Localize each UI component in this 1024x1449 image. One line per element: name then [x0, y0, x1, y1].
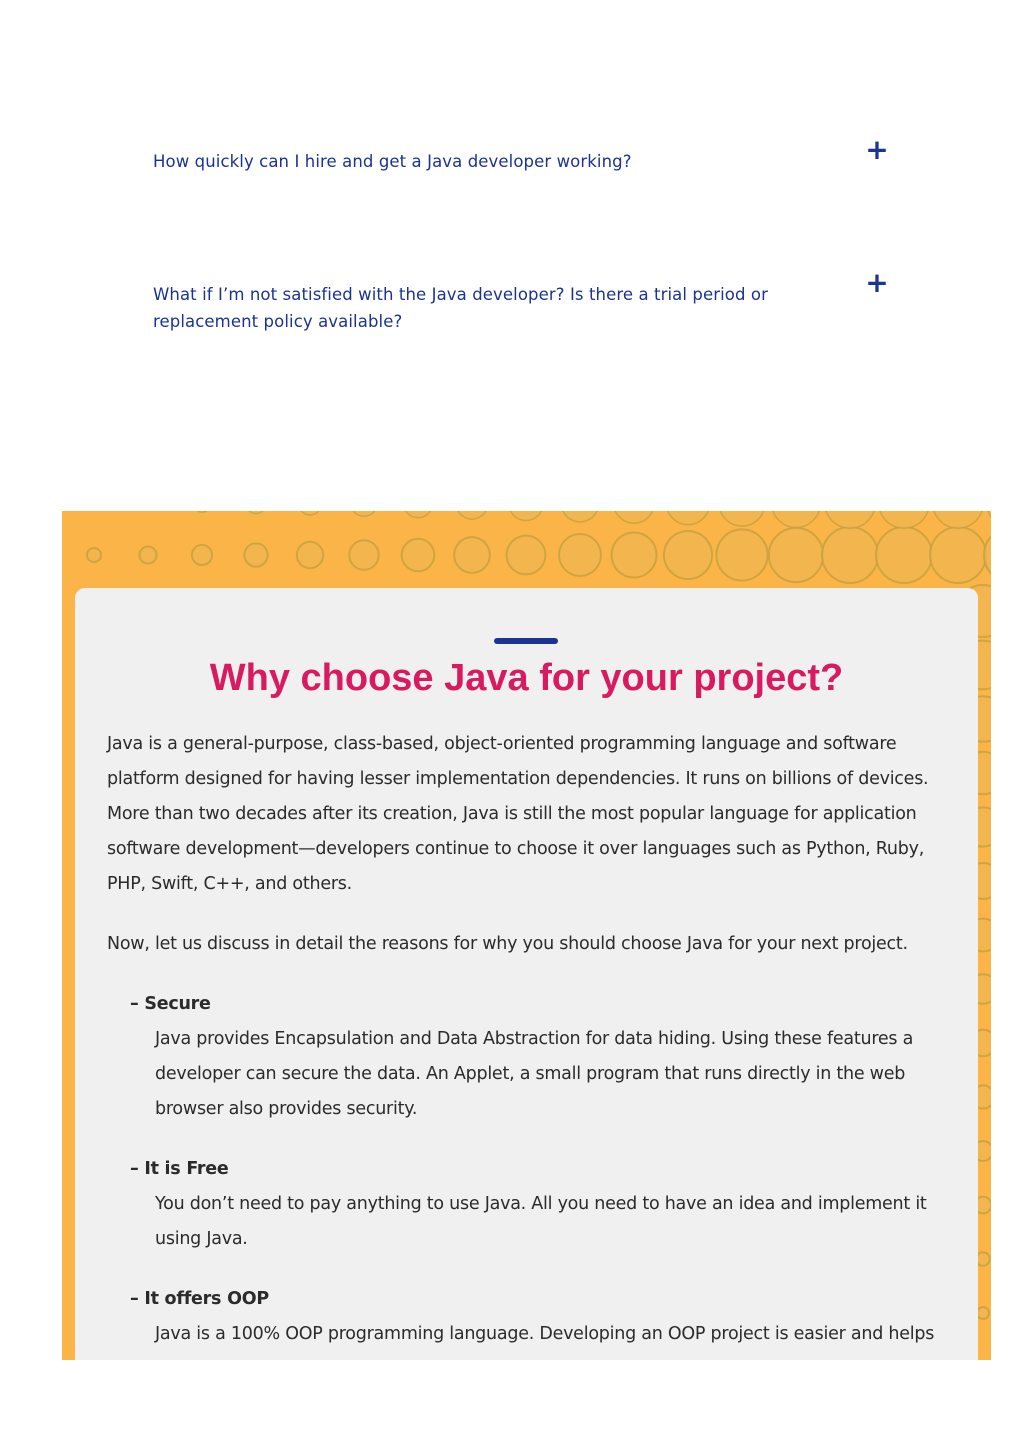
faq-question[interactable]: How quickly can I hire and get a Java developer working? — [153, 152, 632, 171]
reason-title: – Secure — [130, 994, 211, 1014]
faq-question[interactable]: What if I’m not satisfied with the Java developer? Is there a trial period or replacement policy available? — [153, 285, 768, 331]
reason-title: – It offers OOP — [130, 1289, 269, 1309]
reason-description: Java is a 100% OOP programming language. Developing an OOP project is easier and helps — [155, 1324, 935, 1344]
reason-item — [107, 1282, 947, 1352]
plus-icon[interactable]: + — [865, 133, 889, 166]
reason-item — [107, 1152, 947, 1257]
intro-paragraph: Java is a general-purpose, class-based, object-oriented programming language and software platform designed for having lesser implementation dependencies. It runs on billions of devices. More than two decades after its creation, Java is still the most popular language for application software development—developers continue to choose it over languages such as Python, Ruby, PHP, Swift, C++, and others. — [107, 734, 929, 894]
section-title: Why choose Java for your project? — [209, 657, 844, 699]
section-body — [107, 727, 947, 1360]
lead-paragraph: Now, let us discuss in detail the reasons for why you should choose Java for your next project. — [107, 934, 908, 954]
reason-title: – It is Free — [130, 1159, 229, 1179]
plus-icon[interactable]: + — [865, 266, 889, 299]
reason-description: Java provides Encapsulation and Data Abstraction for data hiding. Using these features a developer can secure the data. An Applet, a small program that runs directly in the web browser also provides security. — [155, 1029, 914, 1119]
title-accent-bar — [494, 638, 558, 644]
why-java-section — [62, 511, 991, 1360]
reason-description: You don’t need to pay anything to use Java. All you need to have an idea and implement it using Java. — [155, 1194, 927, 1249]
faq-item[interactable] — [153, 133, 893, 175]
reason-item — [107, 987, 947, 1127]
content-card — [75, 588, 978, 1360]
faq-item[interactable] — [153, 266, 893, 335]
